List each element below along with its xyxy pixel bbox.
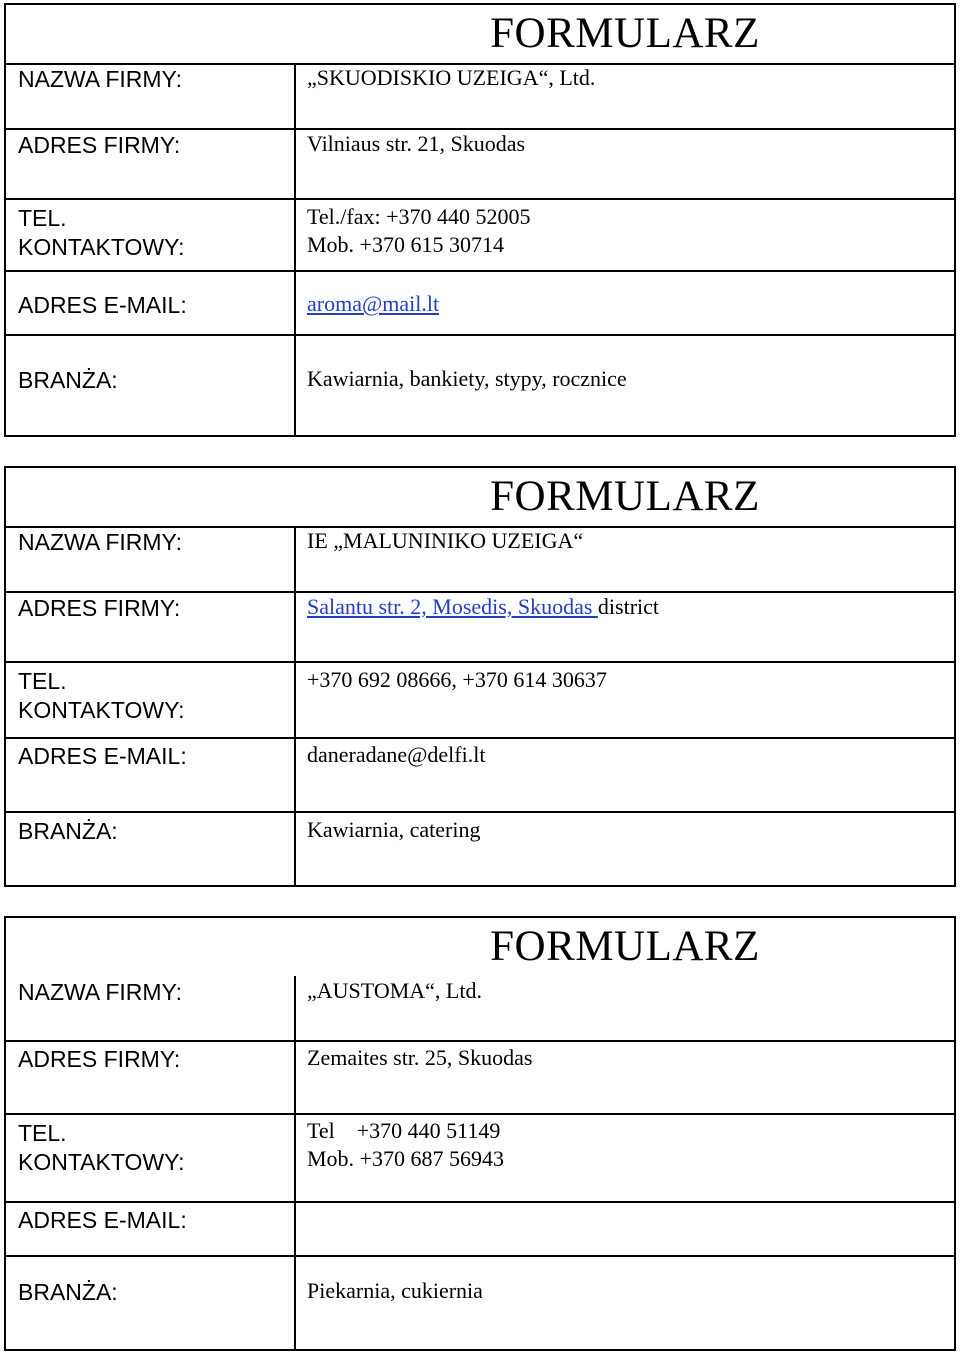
email-label: ADRES E-MAIL: (18, 743, 187, 769)
row-divider (6, 737, 954, 739)
row-divider (6, 661, 954, 663)
company-name-value: „SKUODISKIO UZEIGA“, Ltd. (307, 65, 596, 90)
company-name-label: NAZWA FIRMY: (18, 529, 182, 555)
company-form-1 (4, 3, 956, 437)
phone-label: TEL. KONTAKTOWY: (18, 668, 185, 723)
industry-label: BRANŻA: (18, 818, 118, 844)
address-suffix: district (597, 594, 660, 619)
company-name-label: NAZWA FIRMY: (18, 66, 182, 92)
company-form-3 (4, 916, 956, 1351)
row-divider (6, 334, 954, 336)
company-address-label: ADRES FIRMY: (18, 595, 181, 621)
industry-value: Kawiarnia, catering (307, 817, 481, 842)
phone-value: Tel./fax: +370 440 52005 Mob. +370 615 30714 (307, 204, 531, 257)
column-divider (294, 526, 296, 885)
industry-value: Kawiarnia, bankiety, stypy, rocznice (307, 366, 627, 391)
form-title: FORMULARZ (490, 923, 760, 970)
company-name-value: „AUSTOMA“, Ltd. (307, 978, 482, 1003)
row-divider (6, 1255, 954, 1257)
company-name-label: NAZWA FIRMY: (18, 979, 182, 1005)
form-title: FORMULARZ (490, 10, 760, 57)
phone-label: TEL. KONTAKTOWY: (18, 1120, 185, 1175)
company-address-label: ADRES FIRMY: (18, 1046, 181, 1072)
company-address-value (307, 593, 947, 621)
industry-label: BRANŻA: (18, 367, 118, 393)
row-divider (6, 1040, 954, 1042)
email-value: daneradane@delfi.lt (307, 742, 486, 767)
form-title: FORMULARZ (490, 473, 760, 520)
company-address-label: ADRES FIRMY: (18, 132, 181, 158)
row-divider (6, 1201, 954, 1203)
email-label: ADRES E-MAIL: (18, 292, 187, 318)
email-link[interactable]: aroma@mail.lt (307, 291, 440, 316)
company-address-value: Vilniaus str. 21, Skuodas (307, 131, 526, 156)
email-label: ADRES E-MAIL: (18, 1207, 187, 1233)
address-link[interactable]: Salantu str. 2, Mosedis, Skuodas (307, 594, 598, 619)
company-name-value: IE „MALUNINIKO UZEIGA“ (307, 528, 584, 553)
row-divider (6, 1113, 954, 1115)
company-form-2 (4, 466, 956, 887)
column-divider (294, 976, 296, 1349)
industry-value: Piekarnia, cukiernia (307, 1278, 483, 1303)
row-divider (6, 811, 954, 813)
phone-label: TEL. KONTAKTOWY: (18, 205, 185, 260)
row-divider (6, 270, 954, 272)
phone-value: Tel +370 440 51149 Mob. +370 687 56943 (307, 1118, 504, 1171)
company-address-value: Zemaites str. 25, Skuodas (307, 1045, 533, 1070)
industry-label: BRANŻA: (18, 1279, 118, 1305)
column-divider (294, 63, 296, 435)
row-divider (6, 198, 954, 200)
phone-value: +370 692 08666, +370 614 30637 (307, 667, 607, 692)
